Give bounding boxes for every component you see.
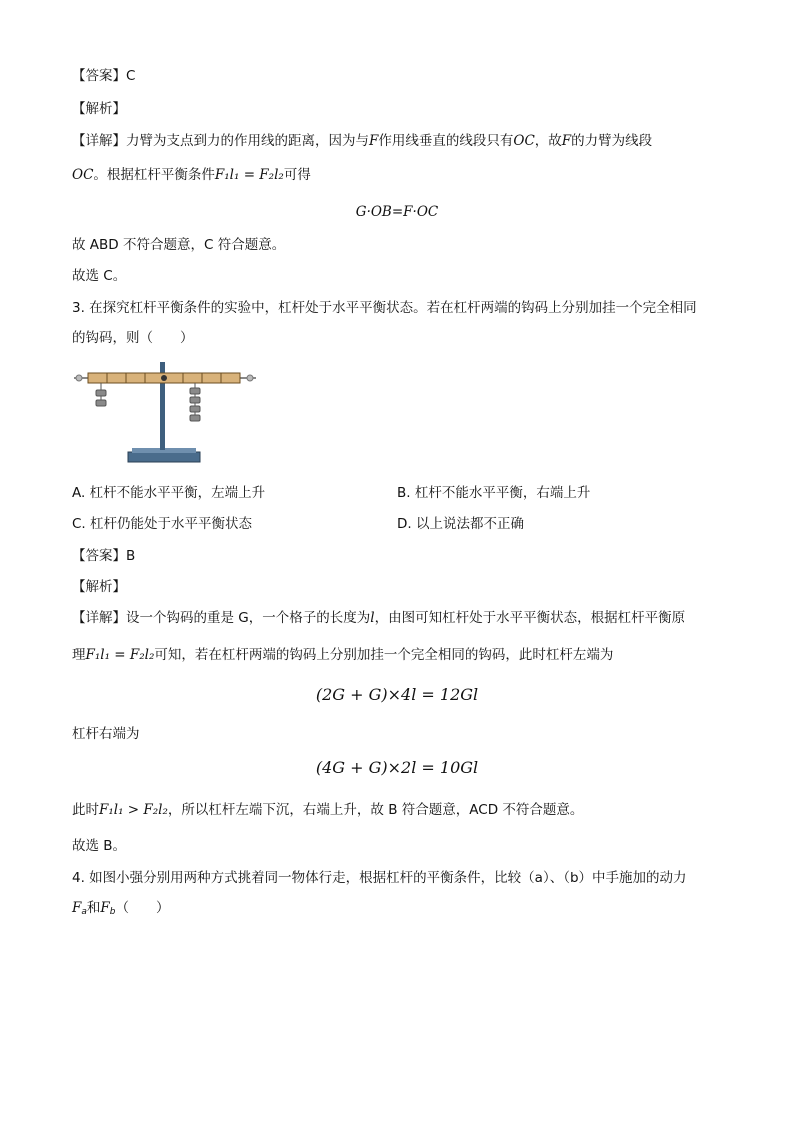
answer-bracket: （ ） — [115, 900, 170, 916]
q2-detail-line-1 — [72, 131, 652, 151]
q3-option-c: C. 杠杆仍能处于水平平衡状态 — [72, 516, 253, 532]
force-b-sub: b — [109, 907, 116, 917]
q3-analysis-tag: 【解析】 — [72, 579, 126, 595]
q3-result-line — [72, 800, 583, 820]
force-b: F — [100, 900, 110, 916]
q3-option-d: D. 以上说法都不正确 — [397, 516, 524, 532]
lever-base — [128, 452, 200, 462]
lever-balance-figure — [70, 356, 260, 468]
q3-choose: 故选 B。 — [72, 838, 127, 854]
q3-equation-left — [0, 684, 794, 707]
q2-analysis-tag: 【解析】 — [72, 101, 126, 117]
variable-f: F — [561, 133, 572, 149]
conjunction: 和 — [86, 900, 101, 916]
q3-answer-line — [72, 546, 135, 566]
variable-f: F — [369, 133, 379, 149]
detail-text: ，由图可知杠杆处于水平平衡状态，根据杠杆平衡原 — [374, 610, 686, 626]
variable-l: l — [370, 610, 375, 626]
detail-tag: 【详解】 — [72, 610, 126, 626]
q3-right-label: 杠杆右端为 — [72, 726, 140, 742]
left-weight-1 — [96, 390, 106, 396]
detail-text: 此时 — [72, 802, 99, 818]
answer-tag: 【答案】 — [72, 68, 126, 84]
equation-text: (4G + G)×2l = 10Gl — [315, 758, 479, 777]
detail-text: 设一个钩码的重是 G，一个格子的长度为 — [126, 610, 371, 626]
right-weight-3 — [190, 406, 200, 412]
detail-text: ，所以杠杆左端下沉，右端上升，故 B 符合题意，ACD 不符合题意。 — [167, 802, 584, 818]
q3-question-line-1: 3. 在探究杠杆平衡条件的实验中，杠杆处于水平平衡状态。若在杠杆两端的钩码上分别加挂一个完全相同 — [72, 300, 697, 316]
variable-oc: OC — [513, 133, 535, 149]
force-a-sub: a — [81, 907, 87, 917]
compare-formula: F₁l₁ > F₂l₂ — [99, 802, 168, 818]
q3-detail-line-2 — [72, 645, 613, 665]
answer-value: C — [126, 68, 136, 84]
q2-choose: 故选 C。 — [72, 268, 127, 284]
q2-detail-line-2 — [72, 165, 311, 185]
detail-text: 力臂为支点到力的作用线的距离，因为与 — [126, 133, 369, 149]
q2-equation — [0, 201, 794, 223]
detail-text: 理 — [72, 647, 86, 663]
detail-text: 可知，若在杠杆两端的钩码上分别加挂一个完全相同的钩码，此时杠杆左端为 — [154, 647, 614, 663]
equation-text: (2G + G)×4l = 12Gl — [315, 685, 479, 704]
q3-detail-line-1 — [72, 608, 685, 628]
variable-oc: OC — [72, 167, 94, 183]
left-weight-2 — [96, 400, 106, 406]
detail-text: 的力臂为线段 — [571, 133, 653, 149]
q2-conclusion: 故 ABD 不符合题意，C 符合题意。 — [72, 237, 286, 253]
detail-text: ，故 — [534, 133, 562, 149]
right-weight-2 — [190, 397, 200, 403]
detail-text: 可得 — [283, 167, 311, 183]
fulcrum-pivot — [161, 375, 167, 381]
q3-option-b: B. 杠杆不能水平平衡，右端上升 — [397, 485, 591, 501]
answer-tag: 【答案】 — [72, 548, 126, 564]
right-weight-4 — [190, 415, 200, 421]
detail-text: 。根据杠杆平衡条件 — [93, 167, 215, 183]
balance-formula: F₁l₁ = F₂l₂ — [214, 167, 284, 183]
detail-tag: 【详解】 — [72, 133, 126, 149]
detail-text: 作用线垂直的线段只有 — [378, 133, 514, 149]
q4-question-line-1: 4. 如图小强分别用两种方式挑着同一物体行走，根据杠杆的平衡条件，比较（a）、（b）中手施加的动力 — [72, 870, 687, 886]
right-nut — [247, 375, 253, 381]
equation-text: G·OB=F·OC — [355, 204, 439, 220]
balance-formula: F₁l₁ = F₂l₂ — [85, 647, 155, 663]
answer-value: B — [126, 548, 136, 564]
q3-equation-right — [0, 757, 794, 780]
q4-question-line-2 — [72, 898, 169, 922]
left-nut — [76, 375, 82, 381]
force-a: F — [72, 900, 82, 916]
q3-option-a: A. 杠杆不能水平平衡，左端上升 — [72, 485, 266, 501]
right-weight-1 — [190, 388, 200, 394]
q3-question-line-2: 的钩码，则（ ） — [72, 330, 194, 346]
q2-answer-line — [72, 66, 135, 86]
